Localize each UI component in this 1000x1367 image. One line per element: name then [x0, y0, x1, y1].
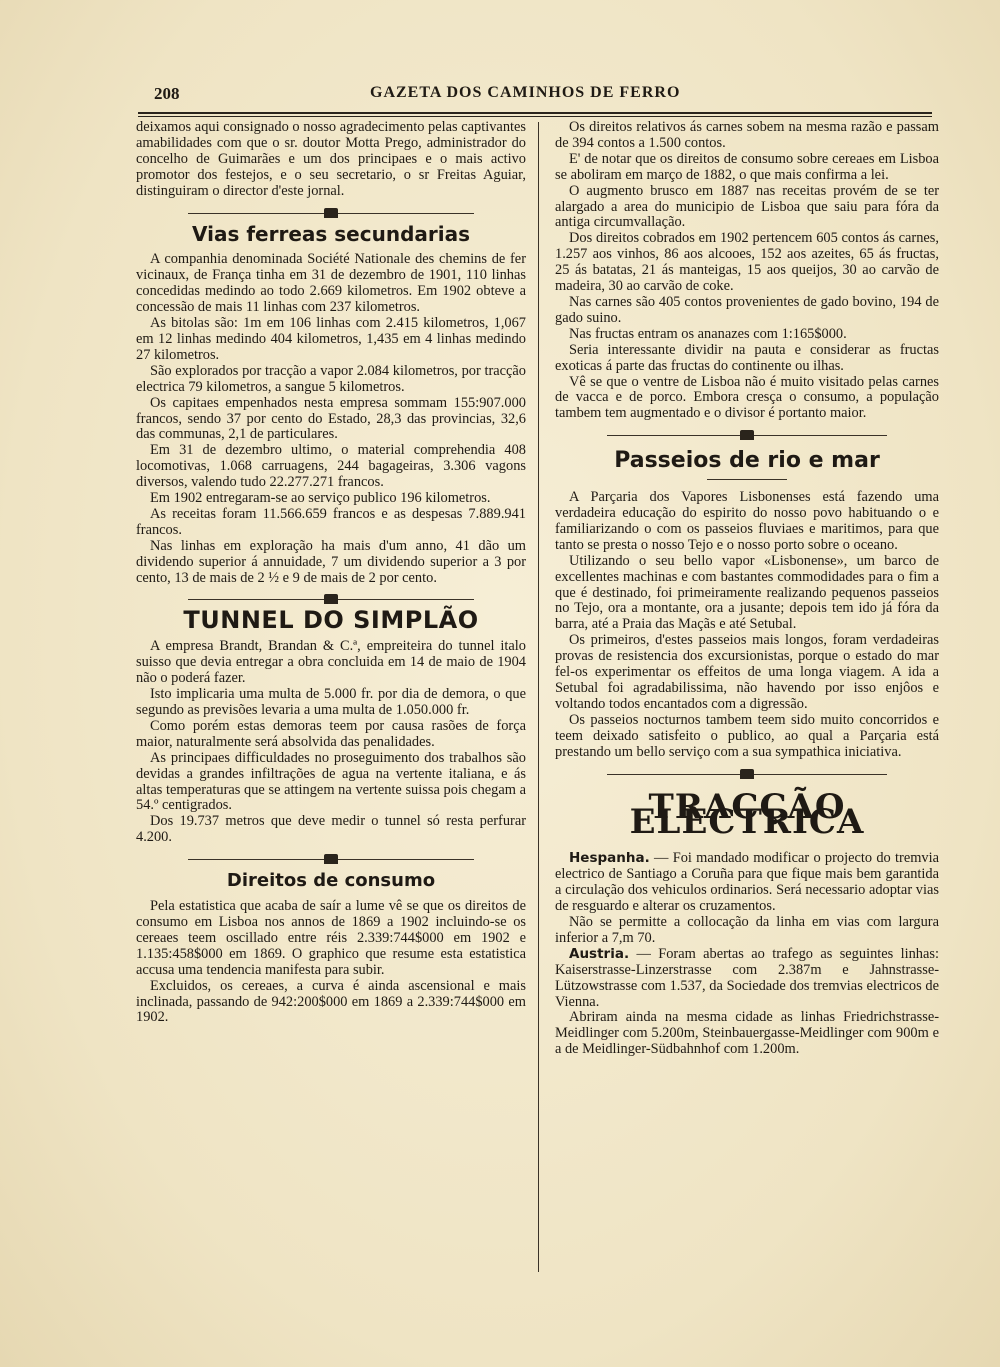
tunnel-paragraph: Dos 19.737 metros que deve medir o tunnel só resta perfurar 4.200.: [136, 813, 526, 846]
heading-tunnel-simplao: TUNNEL DO SIMPLÃO: [183, 606, 479, 635]
vias-paragraph: As bitolas são: 1m em 106 linhas com 2.415 kilometros, 1,067 em 12 linhas medindo 404 kilometros, 1,435 em 4 linhas medindo 27 kilometros.: [136, 315, 526, 363]
traccao-text: Abriram ainda na mesma cidade as linhas Friedrichstrasse-Meidlinger com 5.200m, Steinbauergasse-Meidlinger com 900m e a de Meidlinger-Südbahnhof com 1.200m.: [555, 1009, 939, 1058]
traccao-item: [555, 1010, 939, 1058]
traccao-item: [555, 947, 939, 1011]
intro-paragraph: deixamos aqui consignado o nosso agradecimento pelas captivantes amabilidades com que o sr. doutor Motta Prego, administrador do concelho de Guimarães e um dos principaes e o mais activo promotor dos festejos, e o seu secretario, o sr Freitas Aguiar, distinguiram o director d'este jornal.: [136, 119, 526, 199]
traccao-item: [555, 851, 939, 915]
ornament-separator: [136, 853, 526, 867]
short-rule: [707, 479, 787, 480]
traccao-lead: Austria.: [569, 945, 630, 962]
page-header: [130, 84, 930, 108]
passeios-paragraph: A Parçaria dos Vapores Lisbonenses está fazendo uma verdadeira educação do espirito do nosso povo habituando o e familiarizando o com os passeios fluviaes e maritimos, para que tanto se presta o nosso Tejo e o nosso porto sobre o oceano.: [555, 489, 939, 553]
tunnel-paragraph: A empresa Brandt, Brandan & C.ª, empreiteira do tunnel italo suisso que devia entregar a obra concluida em 14 de maio de 1904 não o poderá fazer.: [136, 638, 526, 687]
direitos-cont-paragraph: Nas carnes são 405 contos provenientes de gado bovino, 194 de gado suino.: [555, 293, 939, 326]
right-column: [555, 120, 939, 1058]
passeios-paragraph: Os primeiros, d'estes passeios mais longos, foram verdadeiras provas de resistencia dos excursionistas, porque o estado do mar fel-os experimentar os effeitos de uma longa viagem. A ida a Setubal foi agradabilissima, não havendo por isso enjôos e voltando todos encantados com a digressão.: [555, 632, 939, 712]
column-divider: [538, 122, 539, 1272]
ornament-separator: [136, 207, 526, 221]
heading-direitos-consumo: Direitos de consumo: [226, 870, 436, 892]
page-number: 208: [154, 84, 180, 103]
vias-paragraph: Nas linhas em exploração ha mais d'um anno, 41 dão um dividendo superior á annuidade, 7 um dividendo superior a 3 por cento, 13 de mais de 2 ½ e 9 de mais de 2 por cento.: [136, 537, 526, 586]
vias-paragraph: As receitas foram 11.566.659 francos e as despesas 7.889.941 francos.: [136, 505, 526, 538]
vias-paragraph: São explorados por tracção a vapor 2.084 kilometros, por tracção electrica 79 kilometros, a sangue 5 kilometros.: [136, 362, 526, 395]
traccao-text: — Foi mandado modificar o projecto do tremvia electrico de Santiago a Coruña para que fique mais bem garantida a circulação dos vehiculos ordinarios. Será necessario adoptar vias de resguardo e alterar os cruzamentos.: [555, 850, 939, 915]
direitos-cont-paragraph: E' de notar que os direitos de consumo sobre cereaes em Lisboa se aboliram em março de 1882, o que mais confirma a lei.: [555, 150, 939, 183]
vias-paragraph: A companhia denominada Société Nationale des chemins de fer vicinaux, de França tinha em 31 de dezembro de 1901, 110 linhas concedidas medindo ao todo 2.669 kilometros. Em 1902 obteve a concessão de mais 11 linhas com 237 kilometros.: [136, 251, 526, 316]
traccao-item: [555, 915, 939, 947]
vias-paragraph: Em 1902 entregaram-se ao serviço publico 196 kilometros.: [150, 490, 491, 507]
ornament-separator: [555, 768, 939, 782]
vias-paragraph: Em 31 de dezembro ultimo, o material comprehendia 408 locomotivas, 1.068 carruagens, 244 bagageiras, 3.306 vagons diversos, valendo tudo 22.277.271 francos.: [136, 442, 526, 491]
direitos-cont-paragraph: Seria interessante dividir na pauta e considerar as fructas exoticas á parte das fructas do continente ou ilhas.: [555, 341, 939, 374]
direitos-cont-paragraph: Dos direitos cobrados em 1902 pertencem 605 contos ás carnes, 1.257 aos vinhos, 86 aos alcooes, 152 aos azeites, 65 ás fructas, 25 ás batatas, 21 ás manteigas, 15 aos queijos, 30 ao carvão de madeira, 30 ao carvão de coke.: [555, 230, 939, 295]
passeios-paragraph: Os passeios nocturnos tambem teem sido muito concorridos e teem deixado satisfeito o publico, ao qual a Parçaria está prestando um bello serviço com a sua sympathica iniciativa.: [555, 711, 939, 760]
direitos-cont-paragraph: Vê se que o ventre de Lisboa não é muito visitado pelas carnes de vacca e de porco. Embora cresça o consumo, a população tambem tem augmentado e o divisor é portanto maior.: [555, 373, 939, 422]
traccao-text: Não se permitte a collocação da linha em vias com largura inferior a 7,m 70.: [555, 913, 939, 946]
heading-vias-ferreas: Vias ferreas secundarias: [192, 221, 470, 246]
left-column: [136, 120, 526, 1026]
ornament-separator: [136, 593, 526, 607]
direitos-cont-paragraph: Nas fructas entram os ananazes com 1:165$000.: [569, 325, 847, 342]
direitos-cont-paragraph: Os direitos relativos ás carnes sobem na mesma razão e passam de 394 contos a 1.500 contos.: [555, 119, 939, 151]
direitos-paragraph: Pela estatistica que acaba de saír a lume vê se que os direitos de consumo em Lisboa nos annos de 1869 a 1902 incluindo-se os cereaes teem oscillado entre réis 2.339:744$000 em 1902 e 1.135:458$000 em 1869. O graphico que resume esta estatistica accusa uma tendencia manifesta para subir.: [136, 898, 526, 978]
heading-traccao-electrica: TRACÇÃO ELECTRICA: [629, 786, 865, 843]
passeios-paragraph: Utilizando o seu bello vapor «Lisbonense», um barco de excellentes machinas e com bastantes commodidades para o fim a que é destinado, foi primeiramente realizando pequenos passeios no Tejo, ora a montante, ora a jusante; depois tem ido já fóra da barra, até a Praia das Maçãs e até Setubal.: [555, 552, 939, 633]
ornament-separator: [555, 429, 939, 443]
direitos-cont-paragraph: O augmento brusco em 1887 nas receitas provém de se ter alargado a area do municipio de Lisboa que saiu para fóra da antiga circumvallação.: [555, 182, 939, 231]
traccao-text: — Foram abertas ao trafego as seguintes linhas: Kaiserstrasse-Linzerstrasse com 2.387m e Jahnstrasse-Lützowstrasse com 1.537, da Sociedade dos tremvias electricos de Vienna.: [555, 945, 939, 1010]
vias-paragraph: Os capitaes empenhados nesta empresa sommam 155:907.000 francos, sendo 37 por cento do Estado, 28,3 das provincias, 32,6 das communas, 2,1 de particulares.: [136, 394, 526, 443]
tunnel-paragraph: As principaes difficuldades no proseguimento dos trabalhos são devidas a grandes infiltrações de agua na vertente italiana, e ás altas temperaturas que se attingem na vertente suissa pois chegam a 54.º centigrados.: [136, 749, 526, 814]
tunnel-paragraph: Como porém estas demoras teem por causa rasões de força maior, naturalmente será absolvida das penalidades.: [136, 717, 526, 750]
tunnel-paragraph: Isto implicaria uma multa de 5.000 fr. por dia de demora, o que segundo as previsões levaria a uma multa de 1.050.000 fr.: [136, 686, 526, 718]
direitos-paragraph: Excluidos, os cereaes, a curva é ainda ascensional e mais inclinada, passando de 942:200$000 em 1869 a 2.339:744$000 em 1902.: [136, 977, 526, 1026]
heading-passeios: Passeios de rio e mar: [614, 448, 880, 474]
running-title: GAZETA DOS CAMINHOS DE FERRO: [370, 84, 681, 101]
traccao-lead: Hespanha.: [569, 850, 650, 867]
header-rule: [138, 112, 932, 117]
